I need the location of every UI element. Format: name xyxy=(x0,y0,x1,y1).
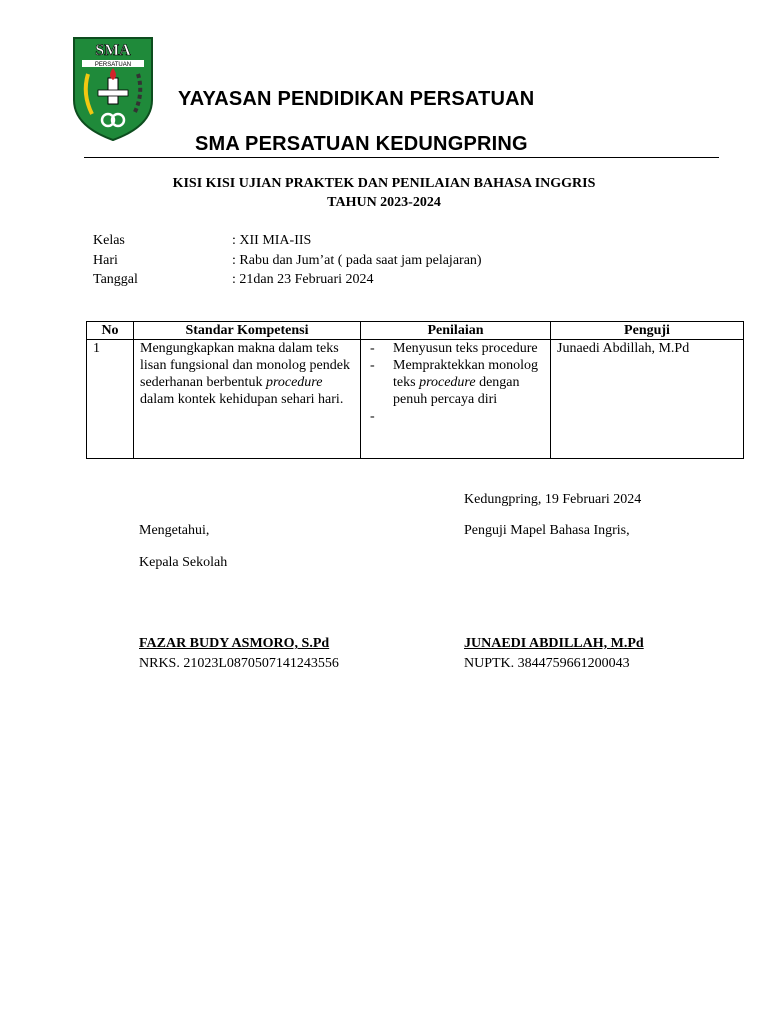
principal-name: FAZAR BUDY ASMORO, S.Pd xyxy=(139,636,330,651)
document-year: TAHUN 2023-2024 xyxy=(327,195,441,210)
place-date: Kedungpring, 19 Februari 2024 xyxy=(464,492,642,507)
kepala-sekolah-label: Kepala Sekolah xyxy=(139,555,228,570)
col-header-penguji: Penguji xyxy=(551,322,744,340)
info-value-hari: : Rabu dan Jum’at ( pada saat jam pelajaran) xyxy=(232,253,482,268)
penilaian-item xyxy=(367,340,544,357)
penilaian-item-text xyxy=(393,357,544,408)
cell-penguji: Junaedi Abdillah, M.Pd xyxy=(551,340,744,459)
table-row xyxy=(87,340,744,459)
header-divider xyxy=(84,157,719,158)
col-header-penilaian: Penilaian xyxy=(361,322,551,340)
info-value-kelas: : XII MIA-IIS xyxy=(232,233,312,248)
bullet-dash: - xyxy=(370,341,375,356)
sk-text-1: Mengungkapkan makna dalam teks lisan fungsional dan monolog pendek sederhanan berbentuk xyxy=(140,341,350,390)
penilaian-item-text xyxy=(393,340,538,357)
mengetahui-label: Mengetahui, xyxy=(139,523,210,538)
assessment-table xyxy=(86,321,744,459)
penilaian-text: dengan penuh percaya diri xyxy=(393,375,520,407)
logo-text-top: SMA xyxy=(95,42,131,59)
bullet-dash: - xyxy=(370,358,375,373)
school-logo xyxy=(70,34,156,142)
cell-no: 1 xyxy=(87,340,134,459)
info-label-hari: Hari xyxy=(93,253,118,268)
penilaian-item xyxy=(367,408,544,425)
foundation-name: YAYASAN PENDIDIKAN PERSATUAN xyxy=(178,88,535,110)
school-name: SMA PERSATUAN KEDUNGPRING xyxy=(195,133,528,155)
penguji-mapel-label: Penguji Mapel Bahasa Ingris, xyxy=(464,523,630,538)
col-header-no: No xyxy=(87,322,134,340)
cell-penilaian xyxy=(361,340,551,459)
bullet-dash: - xyxy=(370,409,375,424)
logo-text-band: PERSATUAN xyxy=(94,62,132,68)
info-label-tanggal: Tanggal xyxy=(93,272,138,287)
penilaian-text: Menyusun teks procedure xyxy=(393,341,538,356)
penilaian-text-italic: procedure xyxy=(419,375,476,390)
cell-standar-kompetensi xyxy=(134,340,361,459)
info-label-kelas: Kelas xyxy=(93,233,125,248)
table-header-row xyxy=(87,322,744,340)
examiner-name: JUNAEDI ABDILLAH, M.Pd xyxy=(464,636,644,651)
document-title: KISI KISI UJIAN PRAKTEK DAN PENILAIAN BAHASA INGGRIS xyxy=(172,176,596,191)
penilaian-item xyxy=(367,357,544,408)
school-emblem-icon xyxy=(70,34,156,142)
col-header-standar-kompetensi: Standar Kompetensi xyxy=(134,322,361,340)
principal-id: NRKS. 21023L0870507141243556 xyxy=(139,656,339,671)
penilaian-text: Mempraktekkan monolog teks xyxy=(393,358,539,390)
examiner-id: NUPTK. 3844759661200043 xyxy=(464,656,630,671)
info-value-tanggal: : 21dan 23 Februari 2024 xyxy=(232,272,374,287)
sk-text-italic: procedure xyxy=(265,375,323,390)
sk-text-2: dalam kontek kehidupan sehari hari. xyxy=(140,392,344,407)
